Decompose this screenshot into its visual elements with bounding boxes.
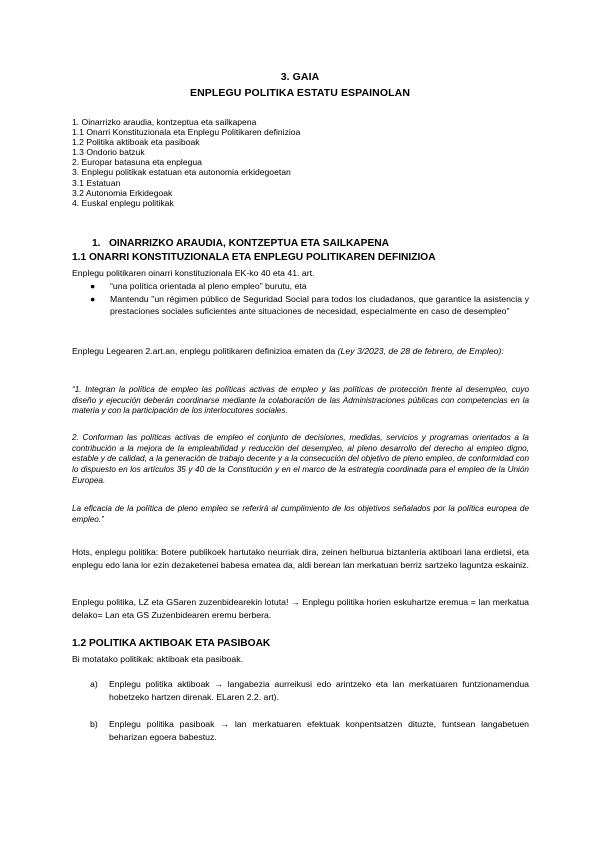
bullet-text: “una política orientada al pleno empleo” burutu, eta bbox=[110, 281, 307, 291]
law-definition-paragraph bbox=[72, 345, 529, 358]
bullet-text: Mantendu "un régimen público de Seguridad Social para todos los ciudadanos, que garantice la asistencia y prestaciones sociales suficientes ante situaciones de necesidad, especialmente en caso de desempleo" bbox=[110, 294, 529, 317]
section-1-title: OINARRIZKO ARAUDIA, KONTZEPTUA ETA SAILKAPENA bbox=[109, 238, 389, 249]
list-item bbox=[90, 718, 529, 744]
section-1-number: 1. bbox=[92, 238, 101, 249]
list-item-label: a) bbox=[90, 679, 98, 689]
toc-item: 1.1 Onarri Konstituzionala eta Enplegu Politikaren definizioa bbox=[72, 127, 301, 138]
constitutional-basis-paragraph: Enplegu politikaren oinarri konstituzionala EK-ko 40 eta 41. art. bbox=[72, 268, 315, 278]
relation-paragraph: Enplegu politika, LZ eta GSaren zuzenbidearekin lotuta! → Enplegu politika horien eskuhartze eremua = lan merkatua delako= Lan eta GS Zuzenbidearen eremu berbera. bbox=[72, 597, 529, 621]
section-1-heading bbox=[92, 238, 389, 249]
law-quote-paragraph-1: “1. Integran la política de empleo las políticas activas de empleo y las políticas de protección frente al desempleo, cuyo diseño y ejecución deberán coordinarse mediante la colaboración de las Administraciones públicas con competencias en la materia y con la participación de los interlocutores sociales. bbox=[72, 385, 529, 416]
list-item-label: b) bbox=[90, 719, 98, 729]
law-reference: (Ley 3/2023, de 28 de febrero, de Empleo): bbox=[337, 346, 504, 356]
law-quote-paragraph-3: La eficacia de la política de pleno empleo se referirá al cumplimiento de los objetivos señalados por la política europea de empleo.” bbox=[72, 504, 529, 524]
bullet-icon: ● bbox=[90, 281, 96, 291]
table-of-contents bbox=[72, 117, 300, 208]
list-item bbox=[90, 280, 529, 292]
law-definition-text: Enplegu Legearen 2.art.an, enplegu politikaren definizioa ematen da bbox=[72, 346, 338, 356]
summary-paragraph: Hots, enplegu politika: Botere publikoek hartutako neurriak dira, zeinen helburua biztanleria aktiboari lana erdietsi, eta enplegu edo lana lor ezin dezaketenei babesa ematea da, aldi berean lan merkatuan berriz sartzeko laguntza eskainiz. bbox=[72, 547, 529, 571]
toc-item: 3. Enplegu politikak estatuan eta autonomia erkidegoetan bbox=[72, 167, 291, 178]
toc-item: 4. Euskal enplegu politikak bbox=[72, 197, 174, 208]
toc-item: 1.3 Ondorio batzuk bbox=[72, 147, 145, 158]
chapter-number: 3. GAIA bbox=[280, 71, 320, 83]
list-item bbox=[90, 678, 529, 704]
toc-item: 2. Europar batasuna eta enplegua bbox=[72, 157, 202, 168]
list-item-text: Enplegu politika pasiboak → lan merkatuaren efektuak konpentsatzen dituzte, funtsean langabetuen beharizan egoera babestuz. bbox=[109, 719, 529, 742]
toc-item: 3.1 Estatuan bbox=[72, 177, 121, 188]
section-1-2-heading: 1.2 POLITIKA AKTIBOAK ETA PASIBOAK bbox=[72, 638, 271, 649]
document-title: ENPLEGU POLITIKA ESTATU ESPAINOLAN bbox=[189, 87, 411, 99]
section-1-1-heading: 1.1 ONARRI KONSTITUZIONALA ETA ENPLEGU POLITIKAREN DEFINIZIOA bbox=[72, 252, 436, 263]
law-quote-paragraph-2: 2. Conforman las políticas activas de empleo el conjunto de decisiones, medidas, servicios y programas orientados a la contribución a la mejora de la empleabilidad y reducción del desempleo, al pleno desarrollo del derecho al empleo digno, estable y de calidad, a la generación de trabajo decente y a la consecución del objetivo de pleno empleo, de conformidad con lo dispuesto en los artículos 35 y 40 de la Constitución y en el marco de la estrategia coordinada para el empleo de la Unión Europea. bbox=[72, 433, 529, 485]
toc-item: 3.2 Autonomia Erkidegoak bbox=[72, 187, 173, 198]
list-item-text: Enplegu politika aktiboak → langabezia aurreikusi edo arintzeko eta lan merkatuaren funtzionamendua hobetzeko hartzen direnak. ELaren 2.2. art). bbox=[109, 679, 529, 702]
section-1-2-intro: Bi motatako politikak: aktiboak eta pasiboak. bbox=[72, 654, 243, 664]
toc-item: 1. Oinarrizko araudia, kontzeptua eta sailkapena bbox=[72, 117, 257, 127]
bullet-icon: ● bbox=[90, 294, 96, 304]
list-item bbox=[90, 293, 529, 318]
toc-item: 1.2 Politika aktiboak eta pasiboak bbox=[72, 137, 200, 148]
